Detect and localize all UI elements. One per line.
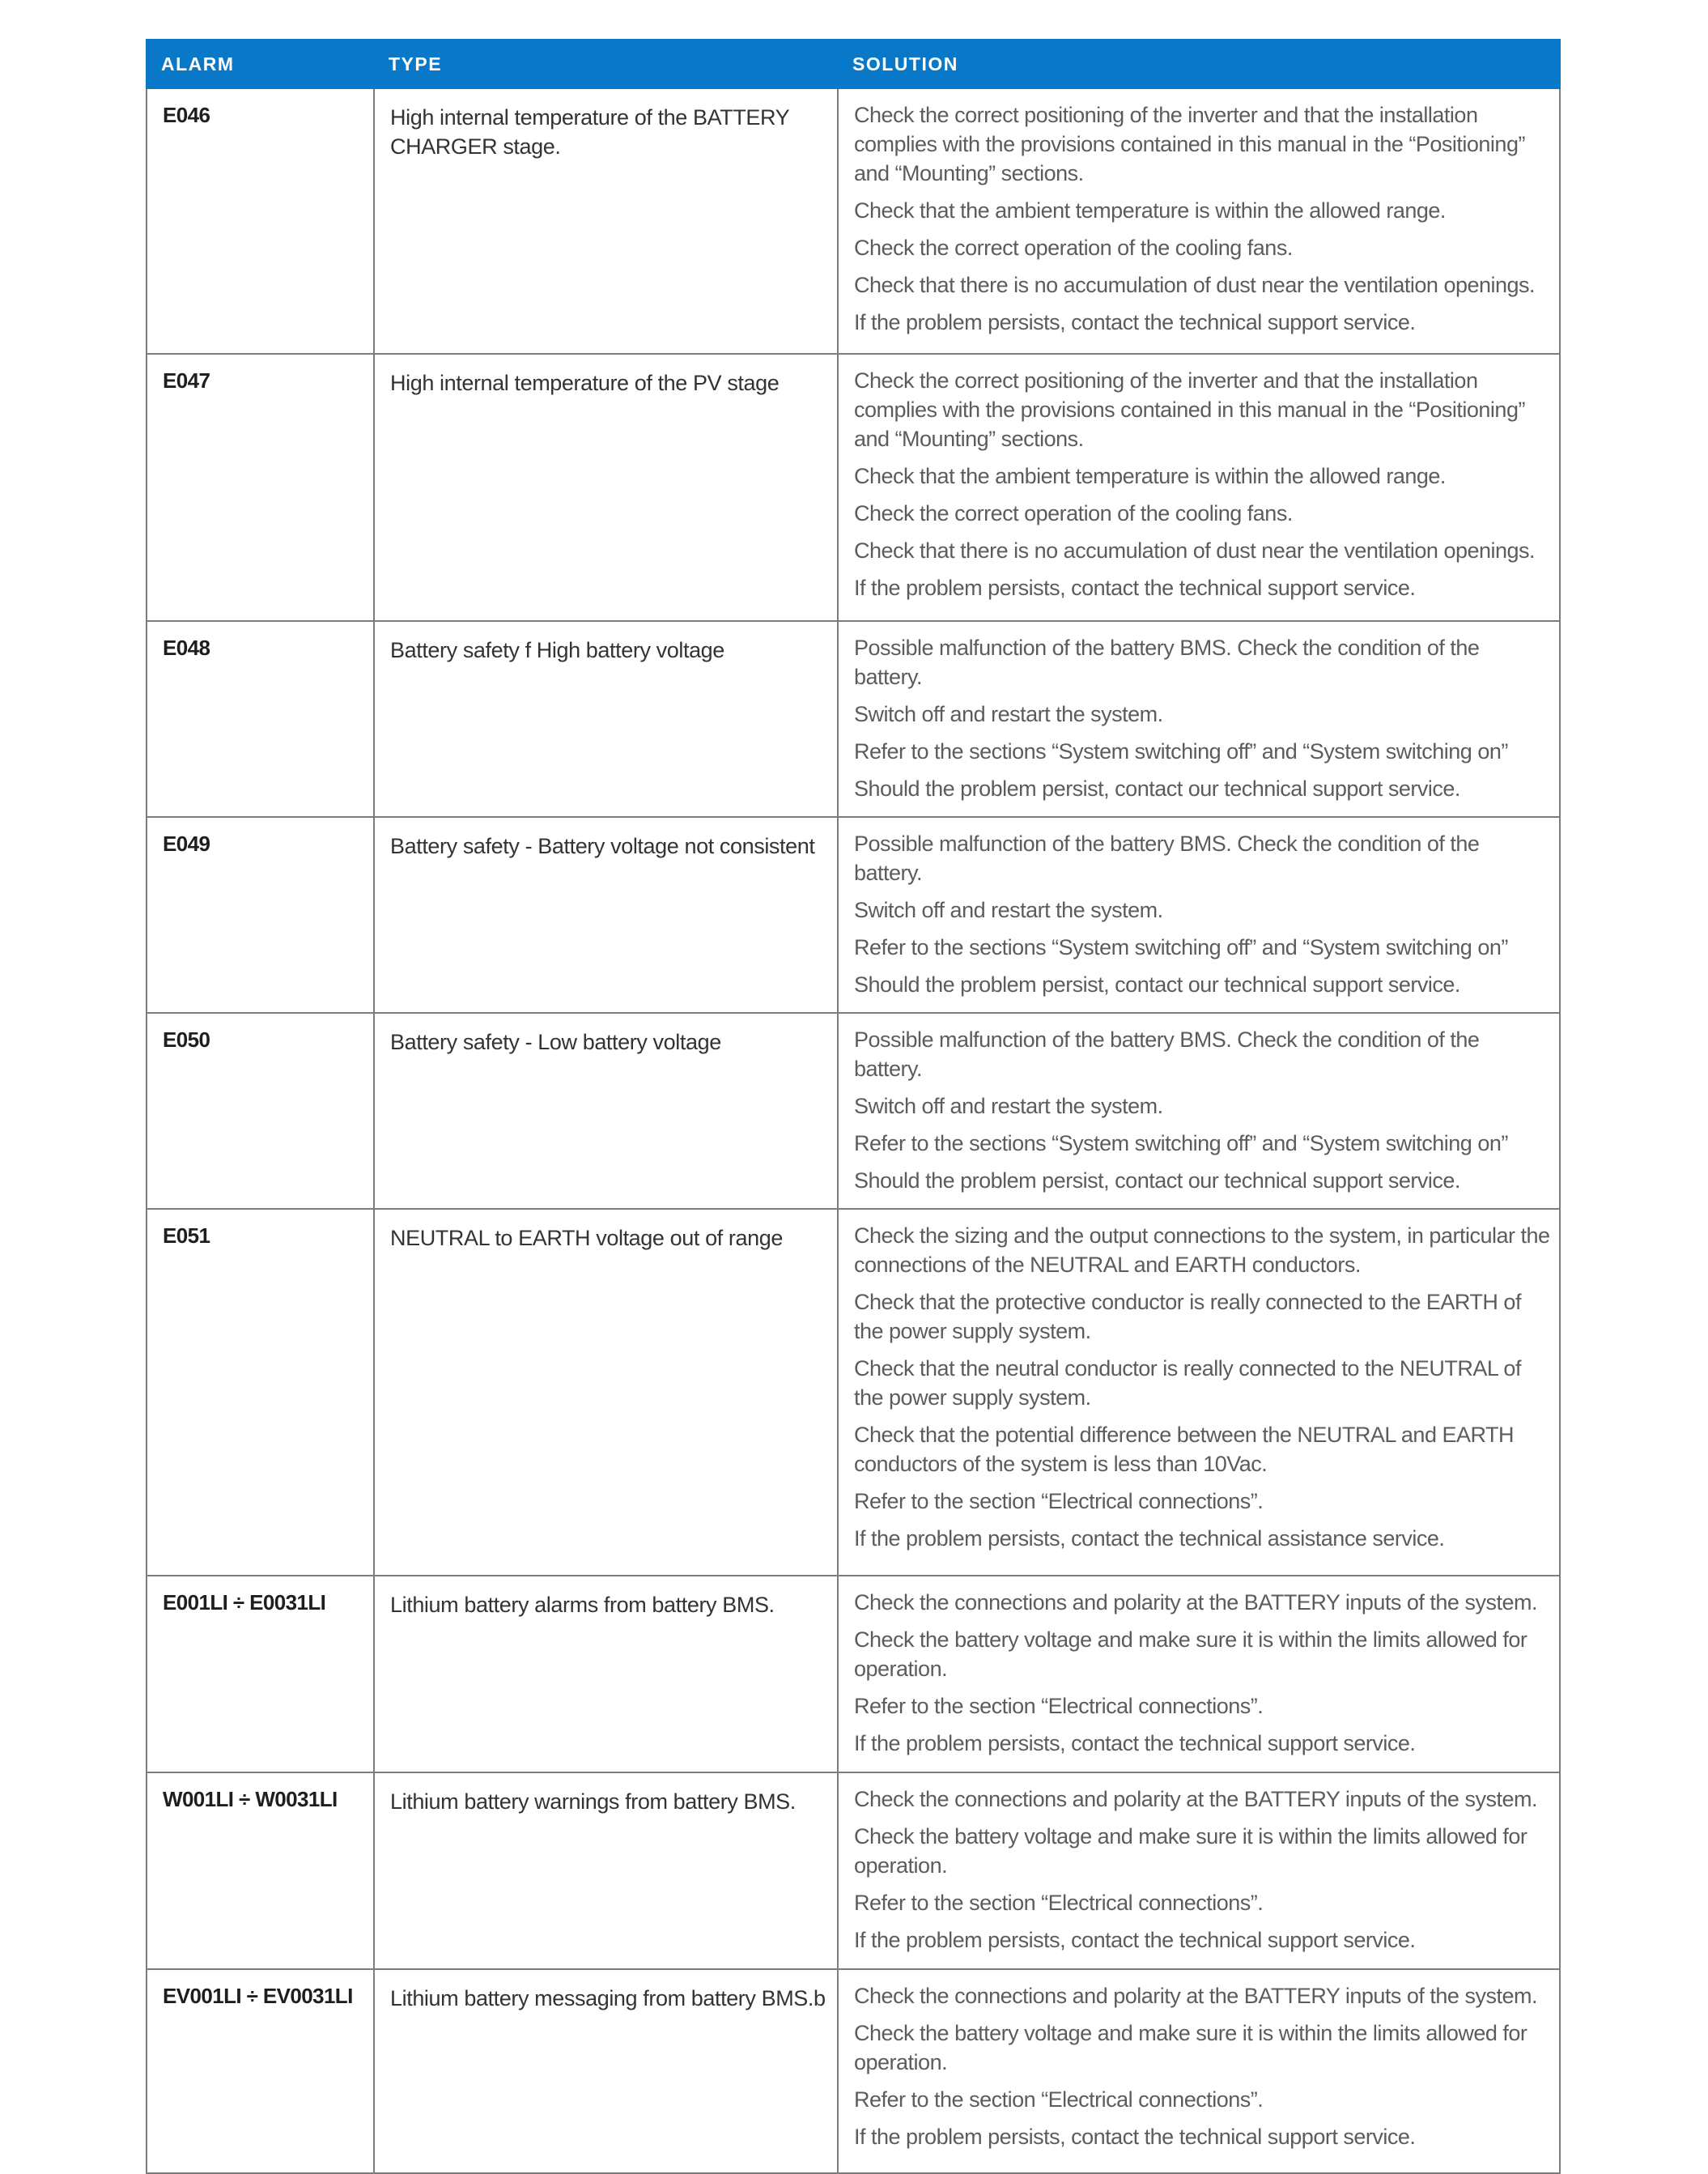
alarm-type: High internal temperature of the BATTERY CHARGER stage. bbox=[374, 88, 838, 354]
alarm-solution bbox=[838, 1969, 1560, 2173]
alarm-type: Lithium battery warnings from battery BMS. bbox=[374, 1772, 838, 1969]
alarm-type: NEUTRAL to EARTH voltage out of range bbox=[374, 1209, 838, 1576]
solution-step: Refer to the section “Electrical connections”. bbox=[854, 2087, 1264, 2112]
alarm-code: E047 bbox=[147, 354, 374, 621]
solution-step: If the problem persists, contact the technical support service. bbox=[854, 576, 1416, 600]
table-row bbox=[147, 1969, 1560, 2173]
solution-step: Check the connections and polarity at the BATTERY inputs of the system. bbox=[854, 1787, 1537, 1811]
header-solution: SOLUTION bbox=[838, 40, 1560, 88]
table-row bbox=[147, 817, 1560, 1013]
solution-step: Should the problem persist, contact our technical support service. bbox=[854, 1168, 1460, 1193]
alarm-table-container bbox=[146, 39, 1559, 2174]
alarm-solution bbox=[838, 1013, 1560, 1209]
solution-step: Check the battery voltage and make sure it is within the limits allowed for operation. bbox=[854, 1627, 1527, 1681]
solution-step: Check the battery voltage and make sure it is within the limits allowed for operation. bbox=[854, 2021, 1527, 2074]
solution-step: Possible malfunction of the battery BMS. Check the condition of the battery. bbox=[854, 832, 1480, 885]
solution-step: Check that there is no accumulation of dust near the ventilation openings. bbox=[854, 273, 1536, 297]
solution-step: Switch off and restart the system. bbox=[854, 702, 1163, 726]
table-row bbox=[147, 1772, 1560, 1969]
solution-step: Check that the ambient temperature is within the allowed range. bbox=[854, 464, 1446, 488]
table-body bbox=[147, 88, 1560, 2173]
header-row bbox=[147, 40, 1560, 88]
table-row bbox=[147, 1013, 1560, 1209]
solution-step: Refer to the sections “System switching off” and “System switching on” bbox=[854, 739, 1508, 764]
alarm-code: E046 bbox=[147, 88, 374, 354]
solution-step: Check the connections and polarity at the BATTERY inputs of the system. bbox=[854, 1984, 1537, 2008]
solution-step: If the problem persists, contact the technical support service. bbox=[854, 1731, 1416, 1755]
solution-step: If the problem persists, contact the technical support service. bbox=[854, 1928, 1416, 1952]
alarm-solution bbox=[838, 354, 1560, 621]
solution-step: Check the correct operation of the cooling fans. bbox=[854, 236, 1293, 260]
solution-step: Refer to the sections “System switching off” and “System switching on” bbox=[854, 935, 1508, 959]
solution-step: Check the correct positioning of the inverter and that the installation complies with the provisions contained in this manual in the “Positioning” and “Mounting” sections. bbox=[854, 103, 1525, 185]
header-alarm: ALARM bbox=[147, 40, 374, 88]
solution-step: Possible malfunction of the battery BMS. Check the condition of the battery. bbox=[854, 636, 1480, 689]
alarm-code: E050 bbox=[147, 1013, 374, 1209]
solution-step: Should the problem persist, contact our technical support service. bbox=[854, 776, 1460, 801]
alarm-type: Lithium battery alarms from battery BMS. bbox=[374, 1576, 838, 1772]
solution-step: Should the problem persist, contact our technical support service. bbox=[854, 972, 1460, 997]
solution-step: Check that there is no accumulation of dust near the ventilation openings. bbox=[854, 538, 1536, 563]
solution-step: Check that the ambient temperature is within the allowed range. bbox=[854, 198, 1446, 223]
alarm-type: Lithium battery messaging from battery BMS.b bbox=[374, 1969, 838, 2173]
alarm-solution bbox=[838, 1576, 1560, 1772]
solution-step: Check that the neutral conductor is really connected to the NEUTRAL of the power supply system. bbox=[854, 1356, 1521, 1410]
table-row bbox=[147, 1209, 1560, 1576]
solution-step: Check the battery voltage and make sure it is within the limits allowed for operation. bbox=[854, 1824, 1527, 1878]
alarm-code: E051 bbox=[147, 1209, 374, 1576]
alarm-solution bbox=[838, 621, 1560, 817]
table-row bbox=[147, 621, 1560, 817]
alarm-solution bbox=[838, 88, 1560, 354]
alarm-code: E048 bbox=[147, 621, 374, 817]
table-row bbox=[147, 88, 1560, 354]
solution-step: Switch off and restart the system. bbox=[854, 1094, 1163, 1118]
solution-step: Check the sizing and the output connections to the system, in particular the connections of the NEUTRAL and EARTH conductors. bbox=[854, 1223, 1550, 1277]
solution-step: Check the connections and polarity at the BATTERY inputs of the system. bbox=[854, 1590, 1537, 1615]
table-header bbox=[147, 40, 1560, 88]
solution-step: Refer to the section “Electrical connections”. bbox=[854, 1489, 1264, 1513]
alarm-code: W001LI ÷ W0031LI bbox=[147, 1772, 374, 1969]
table-row bbox=[147, 1576, 1560, 1772]
solution-step: Refer to the section “Electrical connections”. bbox=[854, 1694, 1264, 1718]
solution-step: Possible malfunction of the battery BMS. Check the condition of the battery. bbox=[854, 1027, 1480, 1081]
solution-step: Switch off and restart the system. bbox=[854, 898, 1163, 922]
alarm-type: Battery safety - Battery voltage not consistent bbox=[374, 817, 838, 1013]
alarm-type: Battery safety - Low battery voltage bbox=[374, 1013, 838, 1209]
alarm-code: E001LI ÷ E0031LI bbox=[147, 1576, 374, 1772]
alarm-code: EV001LI ÷ EV0031LI bbox=[147, 1969, 374, 2173]
solution-step: Check the correct positioning of the inverter and that the installation complies with the provisions contained in this manual in the “Positioning” and “Mounting” sections. bbox=[854, 368, 1525, 451]
table-row bbox=[147, 354, 1560, 621]
alarm-solution bbox=[838, 1772, 1560, 1969]
solution-step: Refer to the sections “System switching off” and “System switching on” bbox=[854, 1131, 1508, 1155]
header-type: TYPE bbox=[374, 40, 838, 88]
alarm-solution bbox=[838, 1209, 1560, 1576]
solution-step: Check that the potential difference between the NEUTRAL and EARTH conductors of the system is less than 10Vac. bbox=[854, 1423, 1514, 1476]
solution-step: If the problem persists, contact the technical support service. bbox=[854, 2125, 1416, 2149]
solution-step: Check that the protective conductor is really connected to the EARTH of the power supply system. bbox=[854, 1290, 1521, 1343]
solution-step: If the problem persists, contact the technical assistance service. bbox=[854, 1526, 1445, 1551]
alarm-code: E049 bbox=[147, 817, 374, 1013]
alarm-type: High internal temperature of the PV stage bbox=[374, 354, 838, 621]
alarm-type: Battery safety f High battery voltage bbox=[374, 621, 838, 817]
alarm-table bbox=[146, 39, 1561, 2174]
solution-step: Refer to the section “Electrical connections”. bbox=[854, 1891, 1264, 1915]
alarm-solution bbox=[838, 817, 1560, 1013]
solution-step: If the problem persists, contact the technical support service. bbox=[854, 310, 1416, 334]
solution-step: Check the correct operation of the cooling fans. bbox=[854, 501, 1293, 525]
